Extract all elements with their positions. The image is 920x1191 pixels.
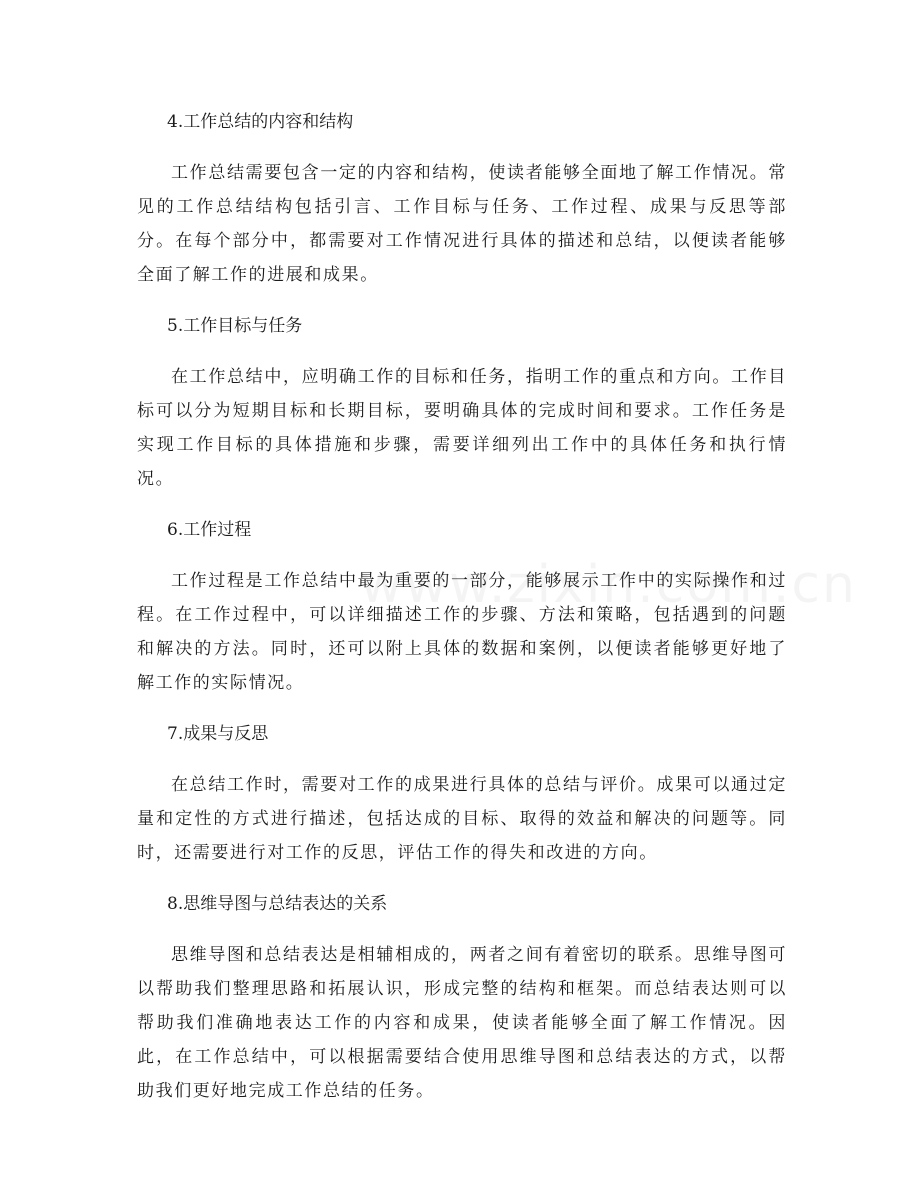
section-paragraph: 工作总结需要包含一定的内容和结构，使读者能够全面地了解工作情况。常见的工作总结结构包括引言、工作目标与任务、工作过程、成果与反思等部分。在每个部分中，都需要对工作情况进行具体的描述和总结，以便读者能够全面了解工作的进展和成果。 [137,163,787,285]
document-body [137,105,787,1125]
section-heading: 6.工作过程 [167,520,252,540]
section-6 [137,513,787,700]
section-4 [137,105,787,292]
section-heading: 4.工作总结的内容和结构 [167,112,354,132]
section-heading: 8.思维导图与总结表达的关系 [167,894,388,914]
section-heading: 5.工作目标与任务 [167,316,303,336]
section-paragraph: 工作过程是工作总结中最为重要的一部分，能够展示工作中的实际操作和过程。在工作过程中，可以详细描述工作的步骤、方法和策略，包括遇到的问题和解决的方法。同时，还可以附上具体的数据和案例，以便读者能够更好地了解工作的实际情况。 [137,571,787,693]
section-paragraph: 思维导图和总结表达是相辅相成的，两者之间有着密切的联系。思维导图可以帮助我们整理思路和拓展认识，形成完整的结构和框架。而总结表达则可以帮助我们准确地表达工作的内容和成果，使读者能够全面了解工作情况。因此，在工作总结中，可以根据需要结合使用思维导图和总结表达的方式，以帮助我们更好地完成工作总结的任务。 [137,945,787,1101]
section-7 [137,717,787,870]
section-paragraph: 在工作总结中，应明确工作的目标和任务，指明工作的重点和方向。工作目标可以分为短期目标和长期目标，要明确具体的完成时间和要求。工作任务是实现工作目标的具体措施和步骤，需要详细列出工作中的具体任务和执行情况。 [137,367,787,489]
section-paragraph: 在总结工作时，需要对工作的成果进行具体的总结与评价。成果可以通过定量和定性的方式进行描述，包括达成的目标、取得的效益和解决的问题等。同时，还需要进行对工作的反思，评估工作的得失和改进的方向。 [137,775,787,863]
section-heading: 7.成果与反思 [167,724,269,744]
section-5 [137,309,787,496]
section-8 [137,887,787,1108]
